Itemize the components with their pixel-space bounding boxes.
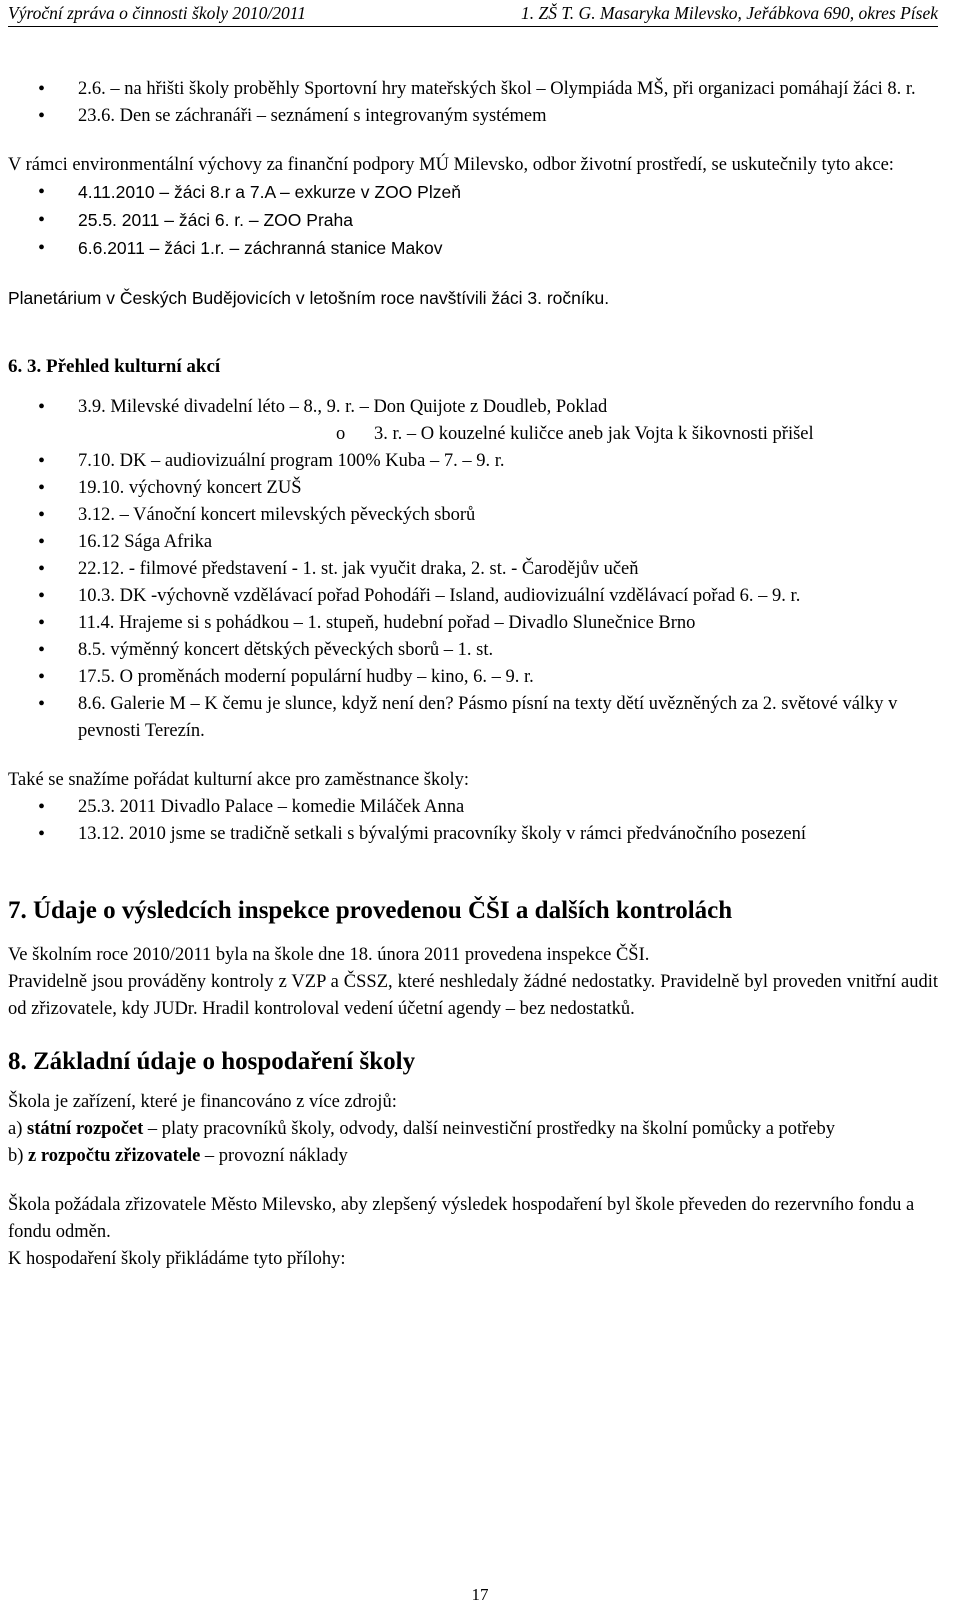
list-item: o 3. r. – O kouzelné kuličce aneb jak Vojta k šikovnosti přišel bbox=[8, 421, 938, 448]
list-item: • 3.9. Milevské divadelní léto – 8., 9. r. – Don Quijote z Doudleb, Poklad bbox=[8, 394, 938, 421]
controls-text: Pravidelně jsou prováděny kontroly z VZP a ČSSZ, které neshledaly žádné nedostatky. Pravidelně byl proveden vnitřní audit od zřizovatele, kdy JUDr. Hradil kontroloval vedení účetní agendy – bez nedostatků. bbox=[8, 972, 938, 1019]
list-item: • 6.6.2011 – žáci 1.r. – záchranná stanice Makov bbox=[8, 235, 938, 263]
list-item: • 8.5. výměnný koncert dětských pěveckých sborů – 1. st. bbox=[8, 637, 938, 664]
list-item: • 19.10. výchovný koncert ZUŠ bbox=[8, 475, 938, 502]
staff-intro: Také se snažíme pořádat kulturní akce pro zaměstnance školy: bbox=[8, 770, 470, 790]
list-item: • 25.5. 2011 – žáci 6. r. – ZOO Praha bbox=[8, 207, 938, 235]
list-item: • 22.12. - filmové představení - 1. st. jak vyučit draka, 2. st. - Čarodějův učeň bbox=[8, 556, 938, 583]
culture-list-first bbox=[8, 394, 938, 421]
list-item: • 23.6. Den se záchranáři – seznámení s integrovaným systémem bbox=[8, 103, 938, 130]
culture-list bbox=[8, 448, 938, 745]
staff-list bbox=[8, 794, 938, 848]
list-item: • 16.12 Sága Afrika bbox=[8, 529, 938, 556]
list-item: • 17.5. O proměnách moderní populární hudby – kino, 6. – 9. r. bbox=[8, 664, 938, 691]
planetarium-text: Planetárium v Českých Budějovicích v letošním roce navštívili žáci 3. ročníku. bbox=[8, 288, 610, 308]
header-report-title: Výroční zpráva o činnosti školy 2010/2011 bbox=[8, 3, 306, 23]
list-item: • 8.6. Galerie M – K čemu je slunce, když není den? Pásmo písní na texty dětí uvězněných za 2. světové války v pevnosti Terezín. bbox=[8, 691, 938, 745]
list-item: • 25.3. 2011 Divadlo Palace – komedie Miláček Anna bbox=[8, 794, 938, 821]
list-item: • 10.3. DK -výchovně vzdělávací pořad Pohodáři – Island, audiovizuální vzdělávací pořad 6. – 9. r. bbox=[8, 583, 938, 610]
environmental-list bbox=[8, 179, 938, 263]
attachments-text: K hospodaření školy přikládáme tyto přílohy: bbox=[8, 1249, 346, 1269]
section-8-heading: 8. Základní údaje o hospodaření školy bbox=[8, 1048, 416, 1075]
culture-sublist bbox=[8, 421, 938, 448]
section-7-heading: 7. Údaje o výsledcích inspekce provedenou ČŠI a dalších kontrolách bbox=[8, 897, 733, 924]
events-list bbox=[8, 76, 938, 130]
header-school-name: 1. ZŠ T. G. Masaryka Milevsko, Jeřábkova 690, okres Písek bbox=[521, 3, 938, 23]
page-header bbox=[8, 0, 938, 27]
list-item: • 4.11.2010 – žáci 8.r a 7.A – exkurze v ZOO Plzeň bbox=[8, 179, 938, 207]
inspection-text: Ve školním roce 2010/2011 byla na škole dne 18. února 2011 provedena inspekce ČŠI. bbox=[8, 945, 650, 965]
funding-founder-budget: b) z rozpočtu zřizovatele – provozní náklady bbox=[8, 1146, 348, 1166]
list-item: • 2.6. – na hřišti školy proběhly Sportovní hry mateřských škol – Olympiáda MŠ, při organizaci pomáhají žáci 8. r. bbox=[8, 76, 938, 103]
environmental-intro: V rámci environmentální výchovy za finanční podpory MÚ Milevsko, odbor životní prostředí, se uskutečnily tyto akce: bbox=[8, 155, 894, 175]
reserve-fund-text: Škola požádala zřizovatele Město Milevsko, aby zlepšený výsledek hospodaření byl škole převeden do rezervního fondu a fondu odměn. bbox=[8, 1195, 915, 1242]
funding-state-budget: a) státní rozpočet – platy pracovníků školy, odvody, další neinvestiční prostředky na školní pomůcky a potřeby bbox=[8, 1119, 836, 1139]
list-item: • 11.4. Hrajeme si s pohádkou – 1. stupeň, hudební pořad – Divadlo Slunečnice Brno bbox=[8, 610, 938, 637]
funding-intro: Škola je zařízení, které je financováno z více zdrojů: bbox=[8, 1092, 397, 1112]
page-content bbox=[8, 76, 938, 1273]
list-item: • 13.12. 2010 jsme se tradičně setkali s bývalými pracovníky školy v rámci předvánočního posezení bbox=[8, 821, 938, 848]
list-item: • 7.10. DK – audiovizuální program 100% Kuba – 7. – 9. r. bbox=[8, 448, 938, 475]
section-6-3-heading: 6. 3. Přehled kulturní akcí bbox=[8, 356, 221, 377]
list-item: • 3.12. – Vánoční koncert milevských pěveckých sborů bbox=[8, 502, 938, 529]
page-number: 17 bbox=[471, 1585, 489, 1604]
